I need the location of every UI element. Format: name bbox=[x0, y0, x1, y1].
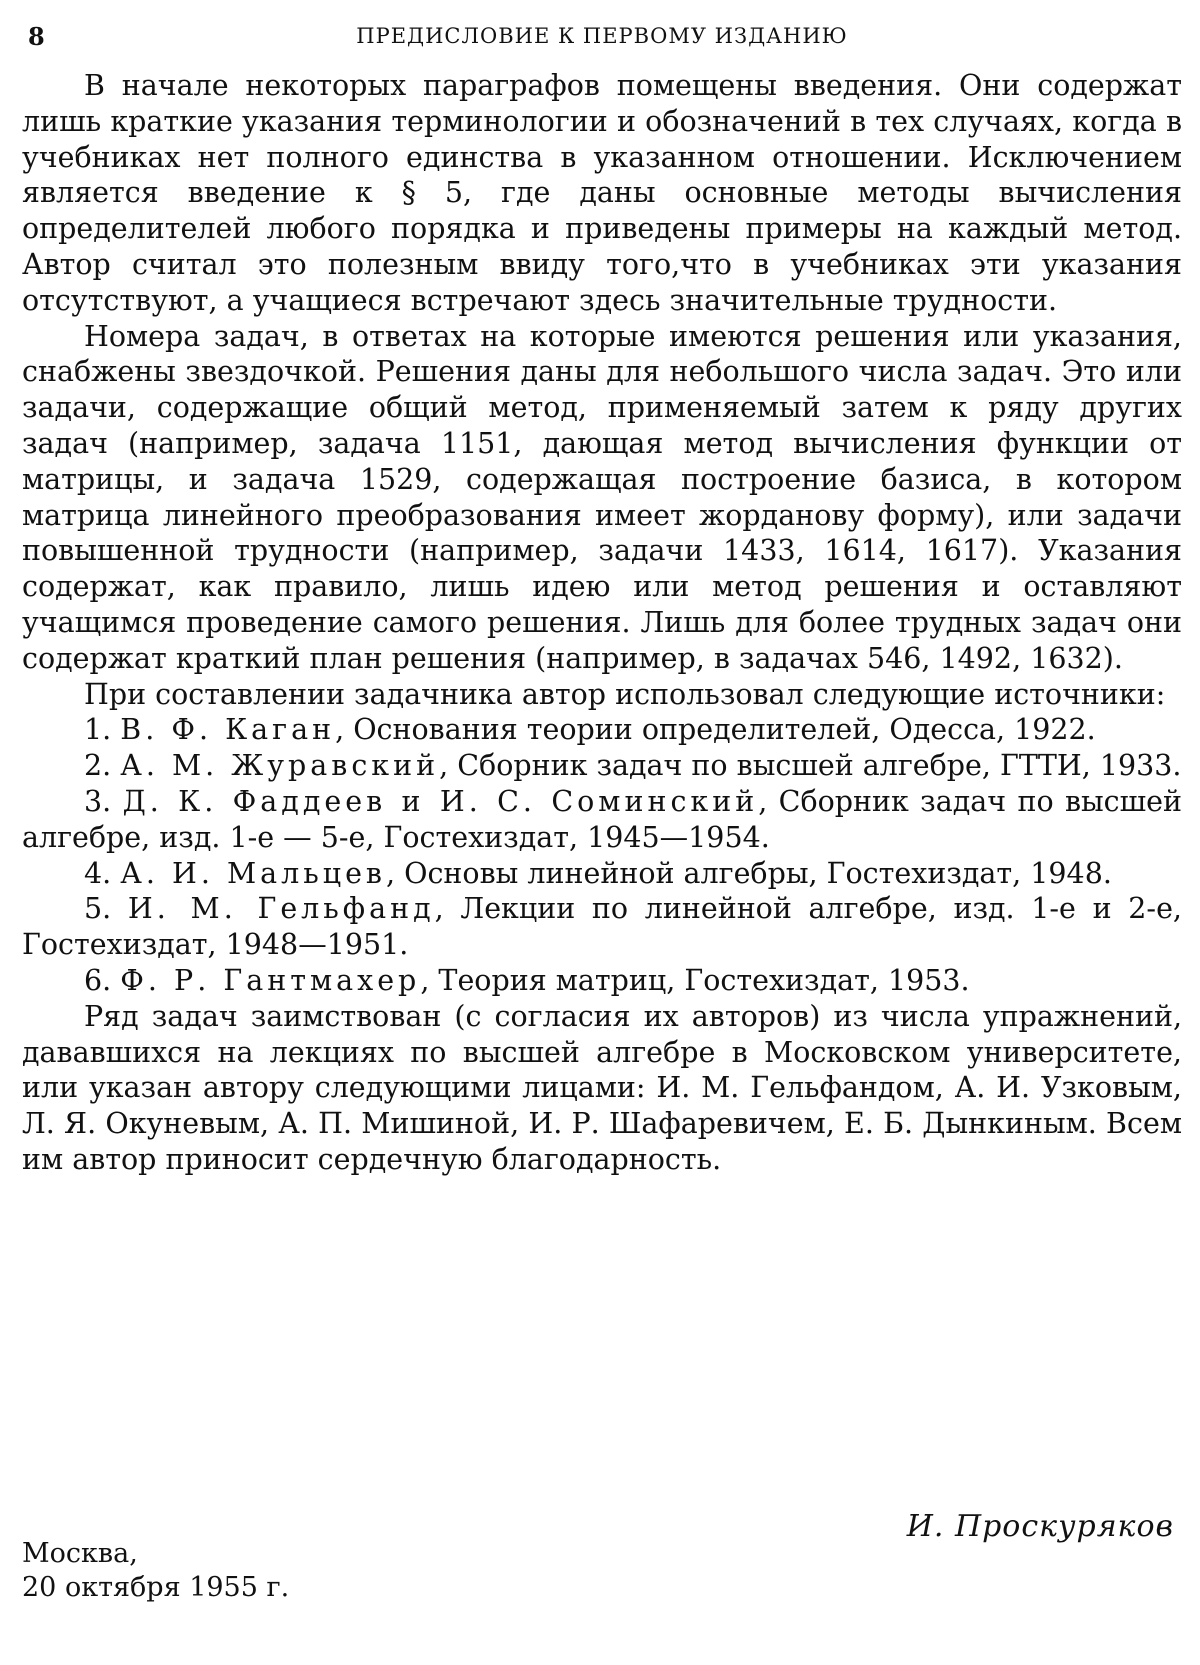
reference-number: 6. bbox=[84, 963, 112, 997]
reference-item bbox=[22, 963, 1182, 999]
reference-item bbox=[22, 856, 1182, 892]
reference-number: 1. bbox=[84, 713, 112, 747]
reference-number: 2. bbox=[84, 749, 112, 783]
reference-number: 4. bbox=[84, 856, 112, 890]
reference-number: 3. bbox=[84, 784, 112, 818]
paragraph-acknowledgements: Ряд задач заимствован (с согласия их авторов) из числа упражнений, дававшихся на лекциях по высшей алгебре в Московском университете, или указан автору следующими лицами: И. М. Гельфандом, А. И. Узковым, Л. Я. Окуневым, А. П. Мишиной, И. Р. Шафаревичем, Е. Б. Дынкиным. Всем им автор приносит сердечную благодарность. bbox=[22, 999, 1182, 1176]
paragraph-solutions: Номера задач, в ответах на которые имеются решения или указания, снабжены звездочкой. Решения даны для небольшого числа задач. Это или задачи, содержащие общий метод, применяемый затем к ряду других задач (например, задача 1151, дающая метод вычисления функции от матрицы, и задача 1529, содержащая построение базиса, в котором матрица линейного преобразования имеет жорданову форму), или задачи повышенной трудности (например, задачи 1433, 1614, 1617). Указания содержат, как правило, лишь идею или метод решения и оставляют учащимся проведение самого решения. Лишь для более трудных задач они содержат краткий план решения (например, в задачах 546, 1492, 1632). bbox=[22, 319, 1182, 675]
reference-title: , Теория матриц, Гостехиздат, 1953. bbox=[420, 963, 970, 997]
place: Москва, bbox=[22, 1538, 138, 1569]
reference-author: В. Ф. Каган bbox=[120, 713, 336, 747]
reference-item bbox=[22, 891, 1182, 963]
reference-item bbox=[22, 712, 1182, 748]
paragraph-introductions: В начале некоторых параграфов помещены введения. Они содержат лишь краткие указания терминологии и обозначений в тех случаях, когда в учебниках нет полного единства в указанном отношении. Исключением является введение к § 5, где даны основные методы вычисления определителей любого порядка и приведены примеры на каждый метод. Автор считал это полезным ввиду того,что в учебниках эти указания отсутствуют, а учащиеся встречают здесь значительные трудности. bbox=[22, 69, 1182, 317]
reference-title: , Сборник задач по высшей алгебре, изд. 1-е — 5-е, Гостехиздат, 1945—1954. bbox=[22, 784, 1183, 854]
reference-author: Ф. Р. Гантмахер bbox=[120, 963, 421, 997]
date: 20 октября 1955 г. bbox=[22, 1572, 290, 1603]
reference-title: , Лекции по линейной алгебре, изд. 1-е и 2-е, Гостехиздат, 1948—1951. bbox=[22, 892, 1182, 962]
place-and-date bbox=[22, 1537, 289, 1605]
reference-title: , Сборник задач по высшей алгебре, ГТТИ, 1933. bbox=[439, 749, 1182, 783]
reference-title: , Основы линейной алгебры, Гостехиздат, 1948. bbox=[385, 856, 1112, 890]
book-page bbox=[22, 18, 1182, 1648]
paragraph-sources-intro: При составлении задачника автор использовал следующие источники: bbox=[84, 677, 1166, 711]
author-signature: И. Проскуряков bbox=[906, 1509, 1174, 1544]
reference-author: А. И. Мальцев bbox=[120, 856, 386, 890]
chapter-title: ПРЕДИСЛОВИЕ К ПЕРВОМУ ИЗДАНИЮ bbox=[356, 24, 848, 48]
reference-title: , Основания теории определителей, Одесса, 1922. bbox=[335, 713, 1096, 747]
reference-author: И. М. Гельфанд bbox=[127, 892, 435, 926]
reference-item bbox=[22, 748, 1182, 784]
preface-body bbox=[22, 68, 1182, 1178]
reference-item bbox=[22, 784, 1182, 856]
reference-list bbox=[22, 712, 1182, 998]
running-head bbox=[22, 18, 1182, 58]
reference-author: А. М. Журавский bbox=[120, 749, 440, 783]
page-number: 8 bbox=[28, 22, 46, 51]
reference-number: 5. bbox=[84, 892, 112, 926]
reference-author: Д. К. Фаддеев и И. С. Соминский bbox=[122, 784, 759, 818]
